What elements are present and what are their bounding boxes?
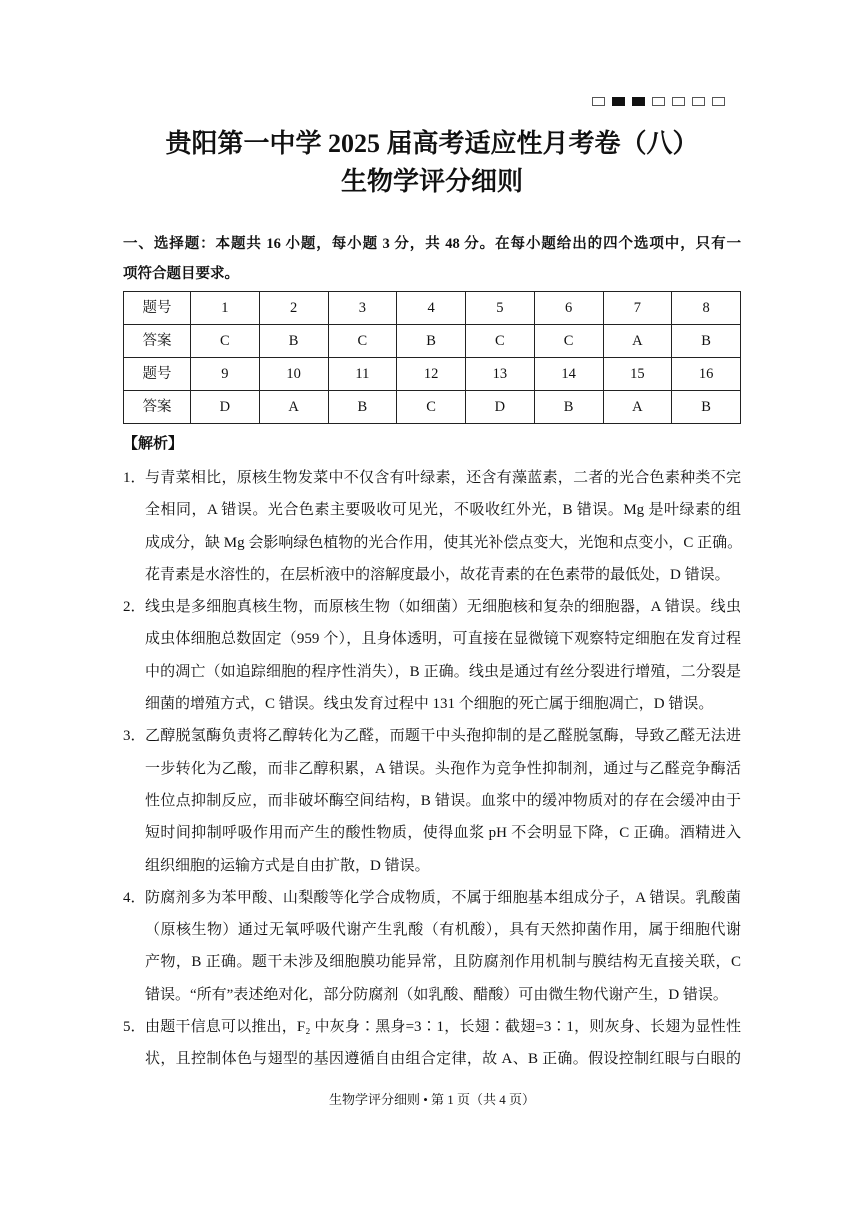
item-line: 成成分，缺 Mg 会影响绿色植物的光合作用，使其光补偿点变大，光饱和点变小，C 正确。 [145, 534, 743, 551]
page-footer: 生物学评分细则 • 第 1 页（共 4 页） [328, 1092, 536, 1107]
table-row [124, 325, 741, 358]
table-cell: 12 [397, 358, 466, 391]
section-heading-line: 一、选择题：本题共 16 小题，每小题 3 分，共 48 分。在每小题给出的四个选项中，只有一 [123, 236, 741, 252]
row-label: 答案 [124, 391, 191, 424]
row-label: 答案 [124, 325, 191, 358]
table-cell: 4 [397, 292, 466, 325]
table-cell: 1 [191, 292, 260, 325]
table-cell: 15 [603, 358, 672, 391]
table-cell: B [328, 391, 397, 424]
table-cell: C [397, 391, 466, 424]
exam-subtitle: 生物学评分细则 [340, 167, 523, 196]
item-line: 防腐剂多为苯甲酸、山梨酸等化学合成物质，不属于细胞基本组成分子，A 错误。乳酸菌 [145, 889, 741, 906]
table-cell: B [672, 325, 741, 358]
item-number: 4． [123, 889, 146, 906]
table-cell: B [672, 391, 741, 424]
table-cell: 10 [259, 358, 328, 391]
item-line: 细菌的增殖方式，C 错误。线虫发育过程中 131 个细胞的死亡属于细胞凋亡，D 错误。 [145, 696, 714, 713]
table-cell: 6 [534, 292, 603, 325]
table-cell: B [534, 391, 603, 424]
table-cell: 2 [259, 292, 328, 325]
header-marks [592, 97, 725, 106]
table-row [124, 358, 741, 391]
section-heading [123, 229, 741, 289]
table-cell: 11 [328, 358, 397, 391]
table-cell: D [191, 391, 260, 424]
analysis-item [123, 882, 741, 1011]
analysis-heading: 【解析】 [123, 436, 184, 452]
analysis-item [123, 591, 741, 720]
table-cell: C [534, 325, 603, 358]
item-line: 中的凋亡（如追踪细胞的程序性消失），B 正确。线虫是通过有丝分裂进行增殖，二分裂是 [145, 663, 741, 680]
table-cell: 13 [466, 358, 535, 391]
item-line: 乙醇脱氢酶负责将乙醇转化为乙醛，而题干中头孢抑制的是乙醛脱氢酶，导致乙醛无法进 [145, 728, 741, 745]
header-mark [652, 97, 665, 106]
table-cell: B [397, 325, 466, 358]
item-line: 一步转化为乙酸，而非乙醇积累，A 错误。头孢作为竞争性抑制剂，通过与乙醛竞争酶活 [145, 760, 741, 777]
table-cell: 16 [672, 358, 741, 391]
header-mark [632, 97, 645, 106]
item-line: 全相同，A 错误。光合色素主要吸收可见光，不吸收红外光，B 错误。Mg 是叶绿素的组 [145, 502, 741, 519]
header-mark [612, 97, 625, 106]
table-cell: A [603, 391, 672, 424]
row-label: 题号 [124, 292, 191, 325]
table-cell: C [191, 325, 260, 358]
item-line: 状，且控制体色与翅型的基因遵循自由组合定律，故 A、B 正确。假设控制红眼与白眼的 [145, 1051, 741, 1068]
table-cell: 3 [328, 292, 397, 325]
item-number: 3． [123, 728, 146, 745]
table-cell: A [603, 325, 672, 358]
item-line: 短时间抑制呼吸作用而产生的酸性物质，使得血浆 pH 不会明显下降，C 正确。酒精进入 [145, 825, 741, 842]
table-cell: A [259, 391, 328, 424]
item-line: 花青素是水溶性的，在层析液中的溶解度最小，故花青素的在色素带的最低处，D 错误。 [145, 566, 730, 583]
item-line: 错误。“所有”表述绝对化，部分防腐剂（如乳酸、醋酸）可由微生物代谢产生，D 错误。 [145, 986, 728, 1003]
analysis-item [123, 720, 741, 881]
item-line: 与青菜相比，原核生物发菜中不仅含有叶绿素，还含有藻蓝素，二者的光合色素种类不完 [145, 470, 741, 486]
table-row [124, 391, 741, 424]
item-line: 组织细胞的运输方式是自由扩散，D 错误。 [145, 857, 430, 874]
analysis-item [123, 1011, 741, 1076]
item-line: 由题干信息可以推出，F₂ 中灰身∶黑身=3∶1，长翅∶截翅=3∶1，则灰身、长翅为显性性 [145, 1019, 741, 1036]
table-cell: 14 [534, 358, 603, 391]
section-heading-line: 项符合题目要求。 [123, 266, 239, 282]
table-cell: D [466, 391, 535, 424]
table-cell: 8 [672, 292, 741, 325]
table-cell: 9 [191, 358, 260, 391]
item-line: （原核生物）通过无氧呼吸代谢产生乳酸（有机酸），具有天然抑菌作用，属于细胞代谢 [145, 922, 741, 939]
item-number: 2． [123, 599, 146, 616]
header-mark [692, 97, 705, 106]
item-number: 1． [123, 470, 146, 486]
table-row [124, 292, 741, 325]
item-number: 5． [123, 1019, 146, 1036]
header-mark [712, 97, 725, 106]
item-line: 线虫是多细胞真核生物，而原核生物（如细菌）无细胞核和复杂的细胞器，A 错误。线虫 [145, 599, 741, 616]
table-cell: B [259, 325, 328, 358]
table-cell: 5 [466, 292, 535, 325]
table-cell: 7 [603, 292, 672, 325]
header-mark [672, 97, 685, 106]
analysis-item [123, 462, 741, 591]
item-line: 成虫体细胞总数固定（959 个），且身体透明，可直接在显微镜下观察特定细胞在发育过程 [145, 631, 741, 648]
item-line: 性位点抑制反应，而非破坏酶空间结构，B 错误。血浆中的缓冲物质对的存在会缓冲由于 [145, 792, 741, 809]
header-mark [592, 97, 605, 106]
row-label: 题号 [124, 358, 191, 391]
exam-title: 贵阳第一中学 2025 届高考适应性月考卷（八） [165, 129, 699, 158]
item-line: 产物，B 正确。题干未涉及细胞膜功能异常，且防腐剂作用机制与膜结构无直接关联，C [145, 954, 741, 971]
table-cell: C [466, 325, 535, 358]
answer-table [123, 291, 741, 424]
table-cell: C [328, 325, 397, 358]
analysis-list [123, 462, 741, 1076]
